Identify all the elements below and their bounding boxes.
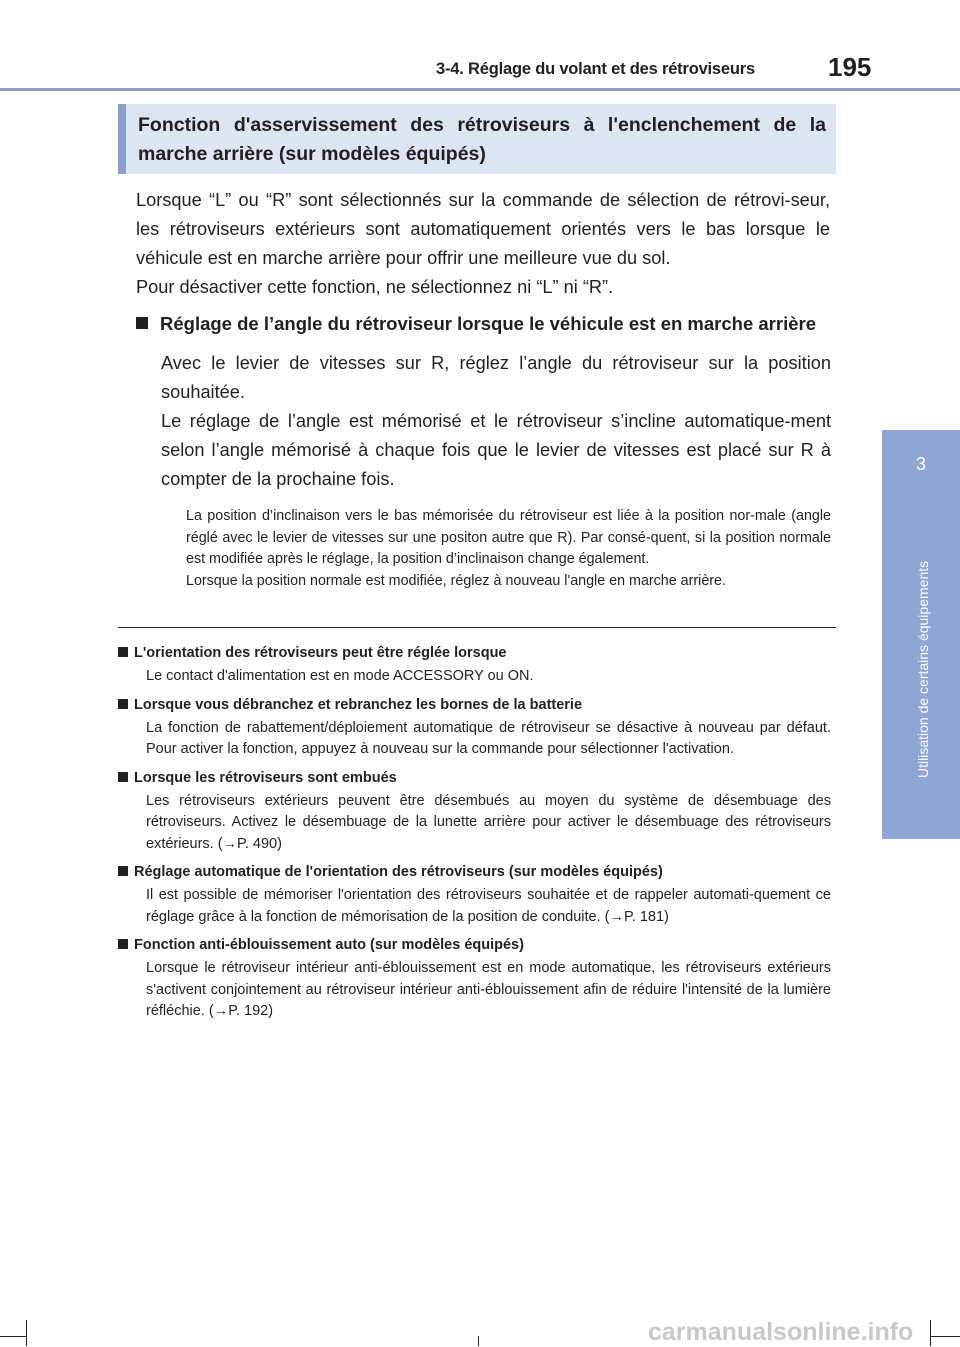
notes-list <box>118 643 831 1030</box>
crop-mark <box>930 1320 931 1346</box>
note-title: Lorsque vous débranchez et rebranchez les bornes de la batterie <box>134 696 583 713</box>
subsection-note-text: Lorsque la position normale est modifiée, réglez à nouveau l'angle en marche arrière. <box>186 572 726 589</box>
intro-paragraph: Lorsque “L” ou “R” sont sélectionnés sur la commande de sélection de rétrovi-seur, les rétroviseurs extérieurs sont automatiquement orientés vers le bas lorsque le véhicule est en marche arrière pour offrir une meilleure vue du sol. <box>136 190 830 268</box>
subsection-note <box>186 506 831 592</box>
square-bullet-icon <box>118 699 128 709</box>
square-bullet-icon <box>118 772 128 782</box>
chapter-label: Utilisation de certains équipements <box>915 560 931 778</box>
section-heading: Fonction d'asservissement des rétroviseurs à l'enclenchement de la marche arrière (sur modèles équipés) <box>138 114 826 165</box>
square-bullet-icon <box>118 939 128 949</box>
subsection-paragraph: Le réglage de l’angle est mémorisé et le rétroviseur s’incline automatique-ment selon l’angle mémorisé à chaque fois que le levier de vitesses est placé sur R à compter de la prochaine fois. <box>161 411 831 489</box>
intro-paragraph: Pour désactiver cette fonction, ne sélectionnez ni “L” ni “R”. <box>136 277 614 297</box>
crop-mark <box>478 1336 479 1346</box>
note-item <box>118 862 831 928</box>
note-body: La fonction de rabattement/déploiement automatique de rétroviseur se désactive à nouveau par défaut. Pour activer la fonction, appuyez à nouveau sur la commande pour sélectionner l'activation. <box>146 719 831 757</box>
page-number: 195 <box>828 52 872 82</box>
subsection-paragraph: Avec le levier de vitesses sur R, réglez l’angle du rétroviseur sur la position souhaitée. <box>161 353 831 402</box>
section-divider <box>118 627 836 628</box>
chapter-tab <box>882 430 960 506</box>
note-title: Fonction anti-éblouissement auto (sur modèles équipés) <box>134 937 524 953</box>
subsection-heading <box>136 313 836 335</box>
chapter-number: 3 <box>915 454 926 474</box>
note-body: Les rétroviseurs extérieurs peuvent être désembués au moyen du système de désembuage des rétroviseurs. Activez le désembuage de la lunette arrière pour activer le désembuage des rétroviseurs extérieurs. (→P. 490) <box>146 792 831 852</box>
section-heading-box <box>118 104 836 174</box>
watermark: carmanualsonline.info <box>648 1318 914 1346</box>
square-bullet-icon <box>118 647 128 657</box>
header-rule <box>0 88 960 91</box>
square-bullet-icon <box>136 317 148 329</box>
note-body: Il est possible de mémoriser l'orientation des rétroviseurs souhaitée et de rappeler automati-quement ce réglage grâce à la fonction de mémorisation de la position de conduite. (→P. 181) <box>146 887 831 925</box>
note-item <box>118 695 831 761</box>
crop-mark <box>26 1320 27 1346</box>
crop-mark <box>0 1336 26 1337</box>
section-title: 3-4. Réglage du volant et des rétroviseurs <box>436 60 755 78</box>
note-item <box>118 768 831 856</box>
note-item <box>118 935 831 1023</box>
note-item <box>118 643 831 688</box>
note-title: L'orientation des rétroviseurs peut être réglée lorsque <box>134 645 507 661</box>
subsection-body <box>161 349 831 494</box>
note-body: Le contact d'alimentation est en mode ACCESSORY ou ON. <box>146 668 534 684</box>
square-bullet-icon <box>118 866 128 876</box>
subsection-heading-text: Réglage de l’angle du rétroviseur lorsque le véhicule est en marche arrière <box>160 313 816 334</box>
note-title: Réglage automatique de l'orientation des rétroviseurs (sur modèles équipés) <box>134 864 663 880</box>
page-header <box>0 0 960 92</box>
intro-text <box>136 186 830 302</box>
subsection-note-text: La position d’inclinaison vers le bas mémorisée du rétroviseur est liée à la position nor-male (angle réglé avec le levier de vitesses sur une positon autre que R). Par consé-quent, si la position normale est modifiée après le réglage, la position d’inclinaison change également. <box>186 508 831 567</box>
note-title: Lorsque les rétroviseurs sont embués <box>134 769 397 786</box>
crop-mark <box>930 1336 960 1337</box>
note-body: Lorsque le rétroviseur intérieur anti-éblouissement est en mode automatique, les rétroviseurs extérieurs s'activent conjointement au rétroviseur intérieur anti-éblouissement afin de réduire l'intensité de la lumière réfléchie. (→P. 192) <box>146 960 831 1019</box>
